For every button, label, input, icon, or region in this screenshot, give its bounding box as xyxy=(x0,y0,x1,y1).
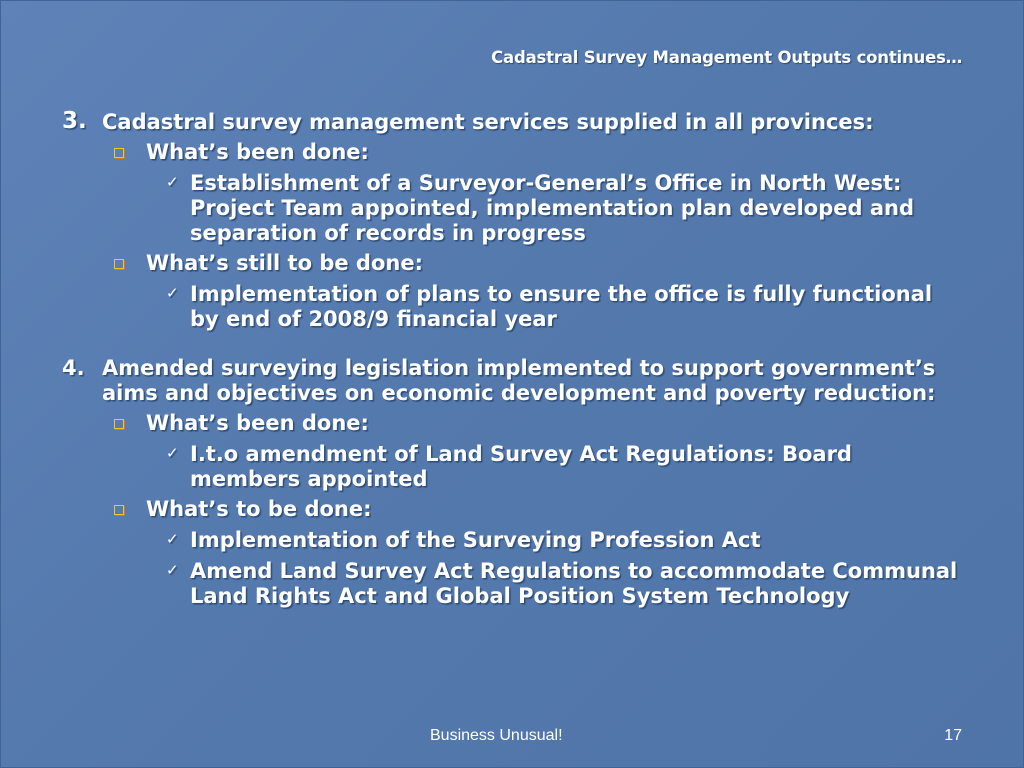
check-item xyxy=(62,442,962,492)
sub-bullet xyxy=(62,497,962,522)
hollow-square-icon xyxy=(114,505,124,515)
slide-content xyxy=(62,110,962,609)
check-item xyxy=(62,528,962,553)
sub-bullet-text: What’s still to be done: xyxy=(146,251,423,275)
checkmark-icon: ✓ xyxy=(166,173,179,191)
checkmark-icon: ✓ xyxy=(166,561,179,579)
check-item-text: Establishment of a Surveyor-General’s Office in North West: Project Team appointed, implementation plan developed and separation of records in progress xyxy=(190,171,914,245)
checkmark-icon: ✓ xyxy=(166,530,179,548)
sub-bullet-text: What’s been done: xyxy=(146,411,369,435)
check-item-text: Implementation of plans to ensure the office is fully functional by end of 2008/9 financial year xyxy=(190,282,933,331)
sub-bullet xyxy=(62,140,962,165)
page-number: 17 xyxy=(944,727,962,744)
checkmark-icon: ✓ xyxy=(166,444,179,462)
section-3 xyxy=(62,110,962,332)
section-number: 3. xyxy=(62,108,87,134)
check-item-text: I.t.o amendment of Land Survey Act Regulations: Board members appointed xyxy=(190,442,852,491)
section-heading: Amended surveying legislation implemented to support government’s aims and objectives on economic development and poverty reduction: xyxy=(102,356,936,405)
check-item-text: Amend Land Survey Act Regulations to accommodate Communal Land Rights Act and Global Position System Technology xyxy=(190,559,958,608)
check-item xyxy=(62,171,962,246)
checkmark-icon: ✓ xyxy=(166,284,179,302)
check-item xyxy=(62,559,962,609)
section-4 xyxy=(62,356,962,609)
check-item-text: Implementation of the Surveying Profession Act xyxy=(190,528,761,552)
slide-title: Cadastral Survey Management Outputs continues… xyxy=(491,48,962,67)
hollow-square-icon xyxy=(114,419,124,429)
footer-text: Business Unusual! xyxy=(430,727,563,744)
sub-bullet-text: What’s been done: xyxy=(146,140,369,164)
hollow-square-icon xyxy=(114,148,124,158)
sub-bullet-text: What’s to be done: xyxy=(146,497,372,521)
hollow-square-icon xyxy=(114,259,124,269)
section-number: 4. xyxy=(62,356,85,380)
sub-bullet xyxy=(62,251,962,276)
section-heading: Cadastral survey management services supplied in all provinces: xyxy=(102,110,874,134)
sub-bullet xyxy=(62,411,962,436)
check-item xyxy=(62,282,962,332)
